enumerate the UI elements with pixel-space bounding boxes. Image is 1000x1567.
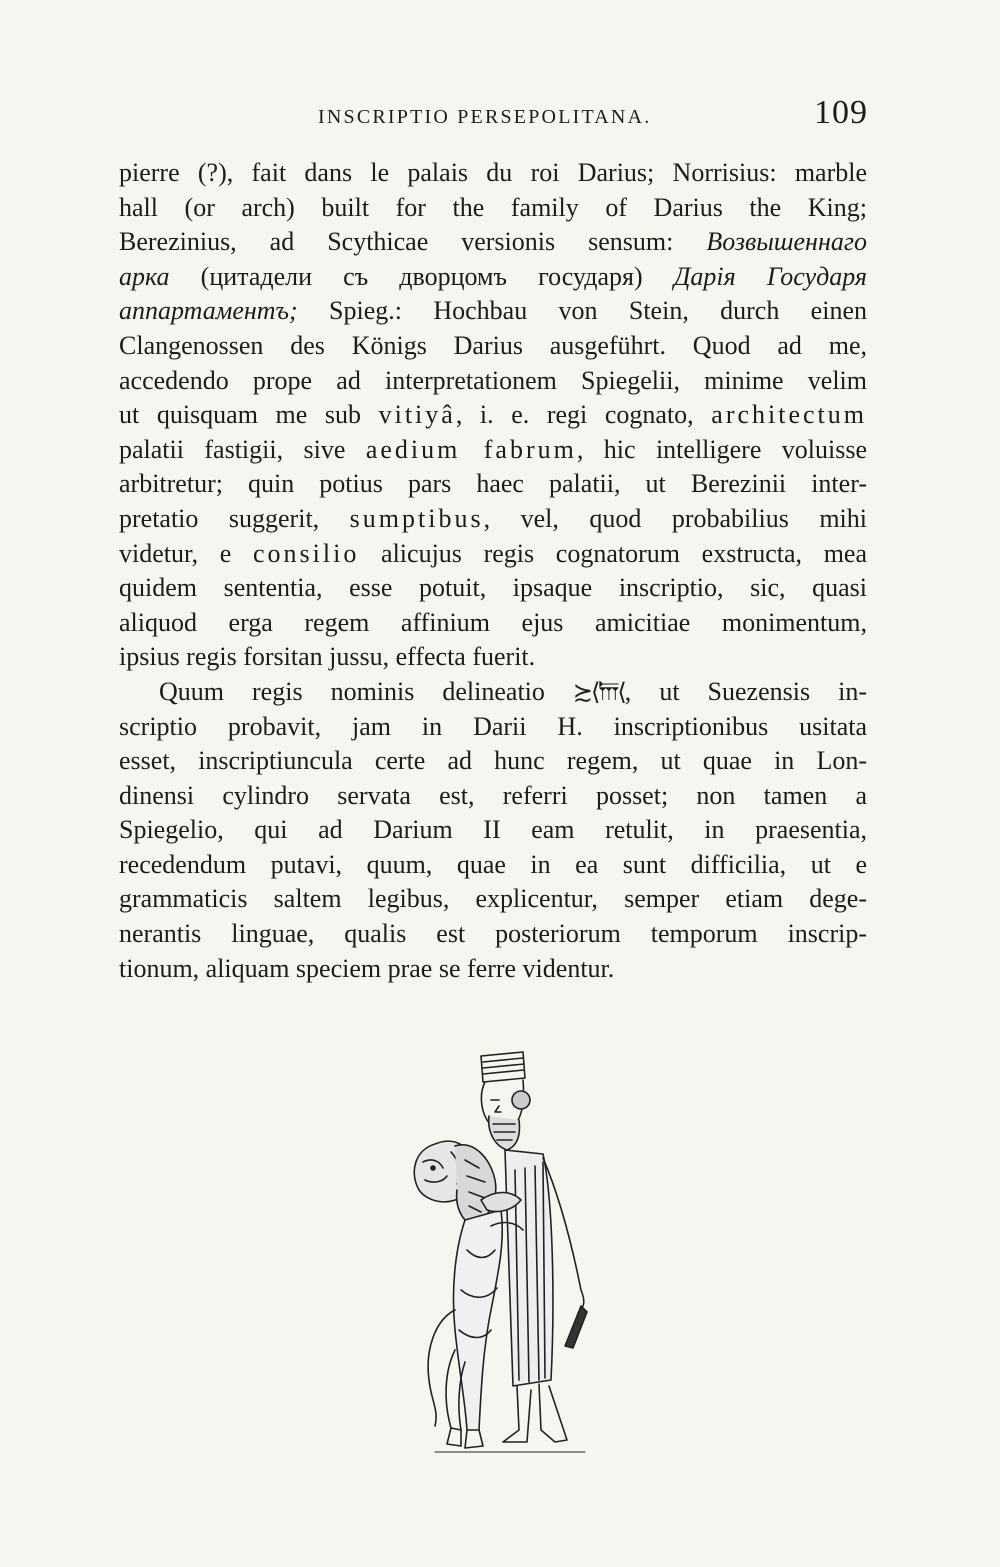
text-line: tionum, aliquam speciem prae se ferre videntur. — [119, 953, 615, 983]
text-line: ut quisquam me sub vitiyâ, i. e. regi cognato, architectum — [119, 400, 867, 430]
text-line: Berezinius, ad Scythicae versionis sensum: Возвышеннаго — [119, 227, 867, 257]
text-line: recedendum putavi, quum, quae in ea sunt difficilia, ut e — [119, 849, 867, 879]
text-line: aliquod erga regem affinium ejus amicitiae monimentum, — [119, 607, 867, 637]
text-line: dinensi cylindro servata est, referri posset; non tamen a — [119, 780, 867, 810]
cuneiform-sign: ≿⟨𐎠⟨ — [572, 677, 625, 706]
text-line: palatii fastigii, sive aedium fabrum, hic intelligere voluisse — [119, 434, 867, 464]
text-line: Spiegelio, qui ad Darium II eam retulit, in praesentia, — [119, 815, 867, 845]
text-line: grammaticis saltem legibus, explicentur, semper etiam dege- — [119, 884, 867, 914]
text-line: Quum regis nominis delineatio ≿⟨𐎠⟨, ut Suezensis in- — [159, 676, 867, 706]
text-line: videtur, e consilio alicujus regis cognatorum exstructa, mea — [119, 538, 867, 568]
text-line: arbitretur; quin potius pars haec palatii, ut Berezinii inter- — [119, 469, 867, 499]
page-number: 109 — [814, 94, 868, 131]
text-line: nerantis linguae, qualis est posteriorum temporum inscrip- — [119, 919, 867, 949]
running-head — [318, 94, 878, 140]
text-line: арка (цитадели съ дворцомъ государя) Дарія Государя — [119, 261, 867, 291]
text-line: pierre (?), fait dans le palais du roi Darius; Norrisius: marble — [119, 158, 867, 187]
running-title: INSCRIPTIO PERSEPOLITANA. — [318, 106, 652, 128]
text-line: quidem sententia, esse potuit, ipsaque inscriptio, sic, quasi — [119, 573, 867, 603]
text-line: esset, inscriptiuncula certe ad hunc regem, ut quae in Lon- — [119, 746, 867, 776]
text-line: pretatio suggerit, sumptibus, vel, quod probabilius mihi — [119, 503, 867, 533]
text-line: Clangenossen des Königs Darius ausgeführt. Quod ad me, — [119, 330, 867, 360]
text-line: аппартаментъ; Spieg.: Hochbau von Stein, durch einen — [119, 296, 867, 326]
text-line: ipsius regis forsitan jussu, effecta fuerit. — [119, 642, 536, 672]
body-text — [119, 156, 867, 986]
text-line: scriptio probavit, jam in Darii H. inscriptionibus usitata — [119, 711, 867, 741]
king-stabbing-lion-engraving-icon — [395, 1050, 625, 1470]
text-line: accedendo prope ad interpretationem Spiegelii, minime velim — [119, 365, 867, 395]
text-line: hall (or arch) built for the family of Darius the King; — [119, 192, 867, 222]
